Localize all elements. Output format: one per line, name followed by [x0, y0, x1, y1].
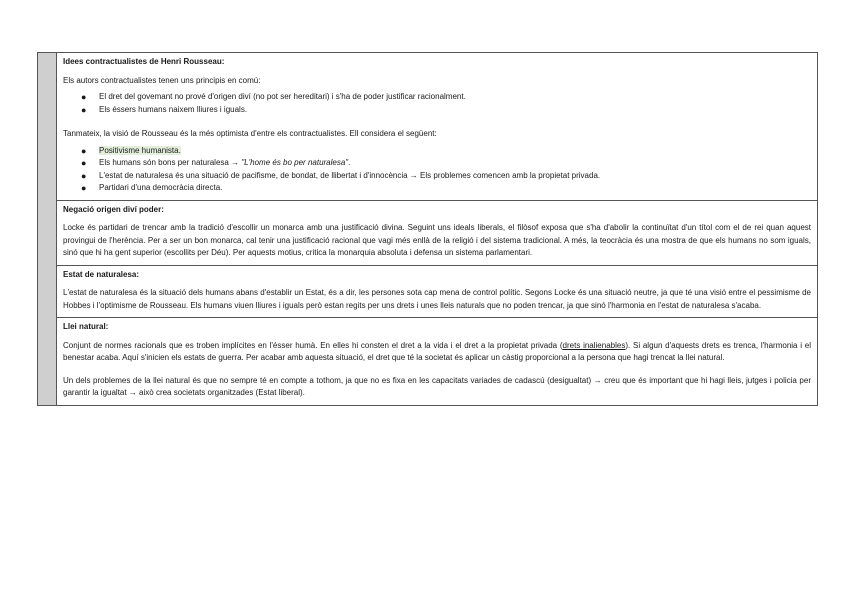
rousseau-list [63, 145, 811, 195]
rousseau-intro-text: Tanmateix, la visió de Rousseau és la més optimista d'entre els contractualistes. Ell considera el següent: [63, 129, 437, 138]
bullet-icon: ● [81, 92, 87, 102]
highlighted-text: Positivisme humanista. [99, 145, 181, 155]
section-text: L'estat de naturalesa és la situació dels humans abans d'establir un Estat, és a dir, les persones sota cap mena de control polític. Segons Locke és una situació neutre, ja que té una visió entre el pessimisme de Hobbes i l'optimisme de Rousseau. Els humans viuen lliures i iguals però estan regits per uns drets i unes lleis naturals que no poden trencar, ja que sinó l'harmonia en l'estat de naturalesa s'acaba. [63, 288, 811, 310]
section-rousseau [57, 53, 818, 201]
list-item: ● L'estat de naturalesa és una situació de pacifisme, de bondat, de llibertat i d'innocència → Els problemes comencen amb la propietat privada. [81, 170, 601, 181]
quote-text: "L'home és bo per naturalesa" [241, 158, 349, 167]
section-natural-law [57, 318, 818, 406]
bullet-icon: ● [81, 104, 87, 115]
section-heading: Estat de naturalesa: [63, 269, 140, 279]
notes-table [37, 52, 818, 406]
section-origin [57, 200, 818, 265]
section-row-nature-state [38, 265, 818, 318]
list-item: ● Partidari d'una democràcia directa. [81, 183, 223, 193]
inalienable-rights-link[interactable]: drets inalienables [562, 340, 626, 350]
list-item: ● Els humans són bons per naturalesa → "L'home és bo per naturalesa". [81, 158, 351, 168]
list-item: ● Els éssers humans naixem lliures i iguals. [81, 104, 248, 115]
section-row-natural-law [38, 318, 818, 406]
section-nature-state [57, 265, 818, 318]
section-heading: Negació origen diví poder: [63, 204, 164, 214]
list-item [81, 145, 811, 158]
section-heading: Idees contractualistes de Henri Rousseau: [63, 57, 225, 66]
section-heading: Llei natural: [63, 322, 109, 331]
list-item: ● El dret del govemant no prové d'origen diví (no pot ser hereditari) i s'ha de poder justificar racionalment. [81, 92, 466, 102]
section-text: Locke és partidari de trencar amb la tradició d'escollir un monarca amb una justificació divina. Seguint uns ideals liberals, el filòsof exposa que s'ha d'abolir la continuïtat d'un títol com el de rei quan aquest provingui de l'herència. Per a ser un bon monarca, cal tenir una justificació racional que vagi més enllà de la religió i del sistema tradicional. A més, la teocràcia és una mostra de que els humans no som iguals, sinó que hi ha gent superior (escollits per Déu). Per aquests motius, critica la monarquia absoluta i defensa un sistema parlamentari. [63, 223, 811, 257]
section-row-origin [38, 200, 818, 265]
bullet-icon: ● [81, 145, 87, 156]
bullet-icon: ● [81, 170, 87, 181]
bullet-icon: ● [81, 158, 87, 168]
intro-text: Els autors contractualistes tenen uns principis en comú: [63, 75, 261, 85]
section-row-rousseau [38, 53, 818, 201]
section-text: Conjunt de normes racionals que es troben implícites en l'ésser humà. En elles hi consten el dret a la vida i el dret a la propietat privada (drets inalienables). Si algun d'aquests drets es trenca, l'harmonia i el benestar acaba. Aquí s'inicien els estats de guerra. Per acabar amb aquesta situació, el dret que té la societat és aplicar un càstig proporcional a la persona que hagi trencat la llei natural. [63, 340, 812, 362]
left-margin-column [38, 53, 57, 406]
principles-list [63, 91, 811, 116]
spacer [63, 365, 811, 375]
section-text: Un dels problemes de la llei natural és que no sempre té en compte a tothom, ja que no es fixa en les capacitats variades de cadascú (desigualtat) → creu que és important que hi hagi lleis, jutges i policia per garantir la igualtat → això crea societats organitzades (Estat liberal). [63, 375, 811, 397]
bullet-icon: ● [81, 183, 87, 193]
